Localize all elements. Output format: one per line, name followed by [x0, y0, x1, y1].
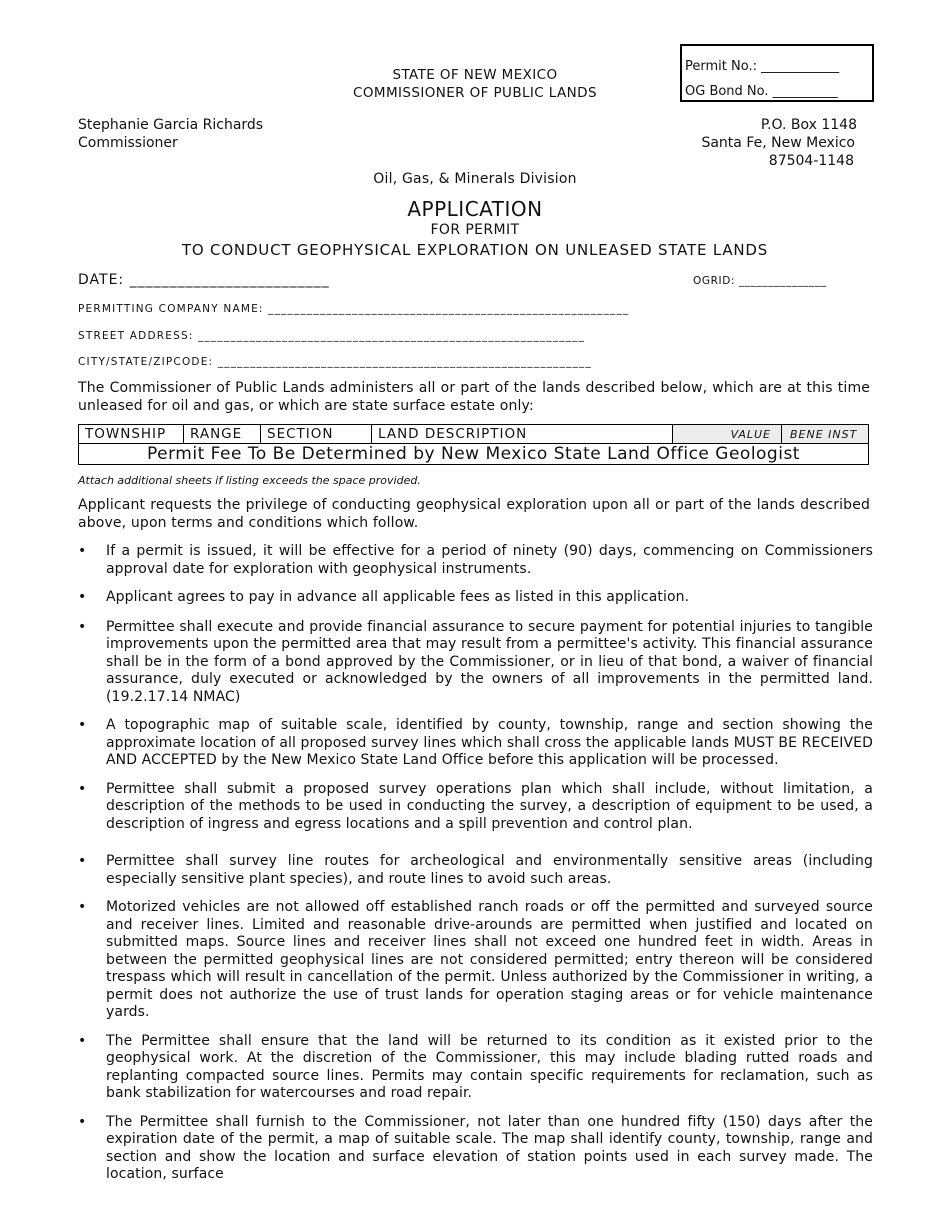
subtitle-permit: FOR PERMIT	[430, 222, 520, 238]
og-bond-field[interactable]: OG Bond No. __________	[685, 84, 838, 99]
commissioner-title: Commissioner	[78, 135, 178, 151]
bullet-icon: •	[78, 618, 87, 635]
intro-paragraph: The Commissioner of Public Lands administers all or part of the lands described below, which are at this time unleased for oil and gas, or which are state surface estate only:	[78, 380, 870, 414]
subtitle-exploration: TO CONDUCT GEOPHYSICAL EXPLORATION ON UNLEASED STATE LANDS	[181, 241, 769, 259]
permit-fee-note: Permit Fee To Be Determined by New Mexico State Land Office Geologist	[79, 444, 869, 465]
bullet-icon: •	[78, 780, 87, 797]
city-address: Santa Fe, New Mexico	[701, 135, 855, 151]
division-name: Oil, Gas, & Minerals Division	[373, 171, 577, 187]
conditions-list	[78, 543, 873, 1184]
bullet-icon: •	[78, 899, 87, 915]
permit-no-field[interactable]: Permit No.: ____________	[685, 59, 840, 74]
col-bene-inst: BENE INST	[782, 425, 869, 444]
bullet-icon: •	[78, 589, 87, 605]
list-item: • Motorized vehicles are not allowed off established ranch roads or off the permitted and surveyed source and receiver lines. Limited and reasonable drive-arounds are permitted when justified and located on submitted maps. Source lines and receiver lines shall not exceed one hundred feet in width. Areas in between the permitted geophysical lines are not considered permitted; entry thereon will be considered trespass which will result in cancellation of the permit. Unless authorized by the Commissioner in writing, a permit does not authorize the use of trust lands for operation staging areas or for vehicle maintenance yards.	[78, 899, 873, 1020]
land-table-header-row	[79, 425, 869, 444]
col-range: RANGE	[184, 425, 261, 444]
state-heading: STATE OF NEW MEXICO	[392, 67, 558, 83]
city-state-zip-field[interactable]: CITY/STATE/ZIPCODE: __________________________________________________________	[78, 356, 592, 368]
list-item: • Permittee shall survey line routes for archeological and environmentally sensitive areas (including especially sensitive plant species), and route lines to avoid such areas.	[78, 853, 873, 887]
bullet-icon: •	[78, 1113, 87, 1130]
office-heading: COMMISSIONER OF PUBLIC LANDS	[353, 85, 597, 101]
bullet-icon: •	[78, 1032, 87, 1049]
list-item: • The Permittee shall ensure that the land will be returned to its condition as it existed prior to the geophysical work. At the discretion of the Commissioner, this may include blading rutted roads and replanting compacted source lines. Permits may contain specific requirements for reclamation, such as bank stabilization for watercourses and road repair.	[78, 1032, 873, 1101]
list-item: • The Permittee shall furnish to the Commissioner, not later than one hundred fifty (150) days after the expiration date of the permit, a map of suitable scale. The map shall identify county, township, range and section and show the location and surface elevation of station points used in each survey made. The location, surface	[78, 1113, 873, 1182]
list-item: • Applicant agrees to pay in advance all applicable fees as listed in this application.	[78, 589, 690, 605]
list-item: • Permittee shall submit a proposed survey operations plan which shall include, without limitation, a description of the methods to be used in conducting the survey, a description of equipment to be used, a description of ingress and egress locations and a spill prevention and control plan.	[78, 780, 873, 832]
fee-row	[79, 444, 869, 465]
street-address-field[interactable]: STREET ADDRESS: ____________________________________________________________	[78, 330, 586, 342]
col-township: TOWNSHIP	[79, 425, 184, 444]
commissioner-name: Stephanie Garcia Richards	[78, 117, 264, 133]
list-item: • Permittee shall execute and provide financial assurance to secure payment for potential injuries to tangible improvements upon the permitted area that may result from a permittee's activity. This financial assurance shall be in the form of a bond approved by the Commissioner, or in lieu of that bond, a waiver of financial assurance, duly executed or acknowledged by the owners of all improvements in the permitted land. (19.2.17.14 NMAC)	[78, 618, 873, 705]
col-section: SECTION	[261, 425, 372, 444]
col-land-description: LAND DESCRIPTION	[372, 425, 673, 444]
bullet-icon: •	[78, 543, 87, 559]
list-item: • If a permit is issued, it will be effective for a period of ninety (90) days, commencing on Commissioners approval date for exploration with geophysical instruments.	[78, 543, 873, 577]
bullet-icon: •	[78, 853, 87, 869]
zip-code: 87504-1148	[768, 153, 854, 169]
ogrid-field[interactable]: OGRID: _______________	[693, 275, 827, 287]
page-title: APPLICATION	[407, 197, 543, 221]
bullet-icon: •	[78, 717, 87, 733]
land-table	[78, 424, 869, 465]
po-box: P.O. Box 1148	[760, 117, 857, 133]
request-paragraph: Applicant requests the privilege of conducting geophysical exploration upon all or part of the lands described above, upon terms and conditions which follow.	[78, 497, 870, 531]
attach-note: Attach additional sheets if listing exceeds the space provided.	[78, 474, 421, 487]
company-name-field[interactable]: PERMITTING COMPANY NAME: ________________________________________________________	[78, 303, 630, 315]
list-item: • A topographic map of suitable scale, identified by county, township, range and section showing the approximate location of all proposed survey lines which shall cross the applicable lands MUST BE RECEIVED AND ACCEPTED by the New Mexico State Land Office before this application will be processed.	[78, 717, 873, 768]
col-value: VALUE	[673, 425, 782, 444]
date-field[interactable]: DATE: _________________________	[78, 272, 330, 288]
